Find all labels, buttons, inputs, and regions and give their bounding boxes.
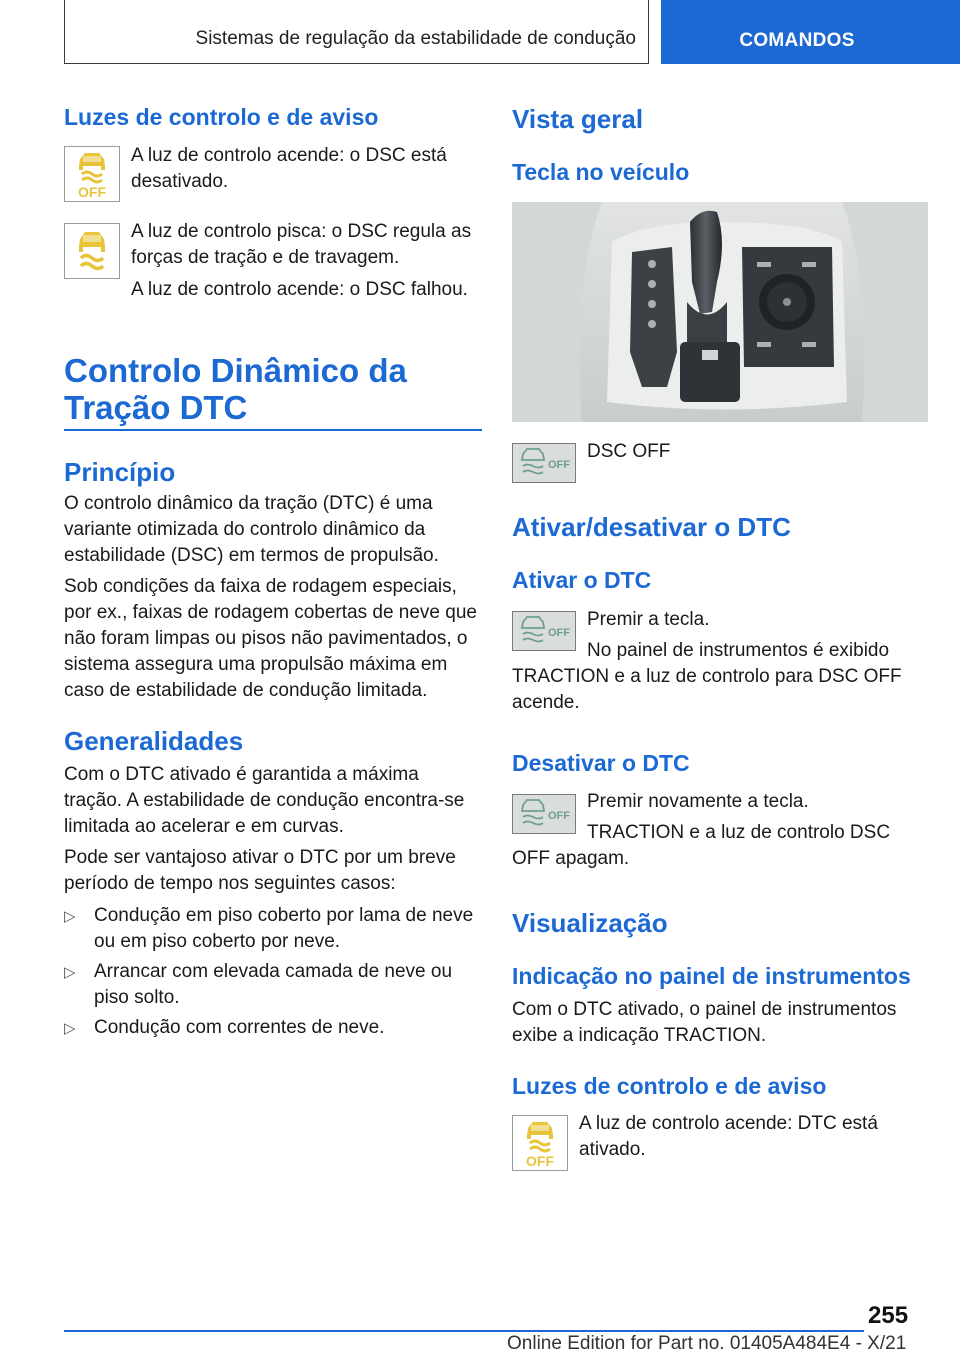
list-item (64, 1015, 482, 1041)
footer-rule (64, 1330, 864, 1332)
button-in-vehicle-heading: Tecla no veículo (512, 159, 690, 185)
warning-lights-heading-2: Luzes de controlo e de aviso (512, 1073, 827, 1099)
principle-heading: Princípio (64, 457, 176, 487)
svg-text:OFF: OFF (78, 184, 106, 200)
deactivate-step-1: Premir novamente a tecla. (587, 791, 809, 812)
toggle-dtc-heading: Ativar/desativar o DTC (512, 512, 791, 542)
list-item-text: Condução em piso coberto por lama de neve ou em piso coberto por neve. (94, 905, 474, 952)
title-underline (64, 429, 482, 431)
svg-text:OFF: OFF (548, 627, 570, 639)
list-item-text: Arrancar com elevada camada de neve ou piso solto. (94, 961, 453, 1008)
page-number: 255 (868, 1302, 909, 1329)
general-paragraph-2: Pode ser vantajoso ativar o DTC por um breve período de tempo nos seguintes casos: (64, 847, 456, 894)
chapter-tab-label: COMANDOS (739, 30, 855, 51)
dsc-off-label: DSC OFF (587, 441, 671, 462)
dsc-off-button-icon (512, 443, 576, 483)
triangle-bullet-icon: ▷ (64, 1020, 76, 1037)
footer-edition: Online Edition for Part no. 01405A484E4 - X/21 (507, 1333, 907, 1354)
deactivate-dtc-heading: Desativar o DTC (512, 750, 690, 776)
triangle-bullet-icon: ▷ (64, 964, 76, 981)
center-console-photo (512, 202, 928, 422)
cluster-display-paragraph: Com o DTC ativado, o painel de instrumentos exibe a indicação TRACTION. (512, 999, 897, 1046)
warning-item-dsc-failed: A luz de controlo acende: o DSC falhou. (131, 279, 468, 300)
warning-item-dsc-off: A luz de controlo acende: o DSC está desativado. (131, 145, 447, 192)
triangle-bullet-icon: ▷ (64, 908, 76, 925)
list-item-text: Condução com correntes de neve. (94, 1017, 385, 1038)
display-heading: Visualização (512, 908, 668, 938)
activate-step-2: No painel de instrumentos é exibido TRACTION e a luz de controlo para DSC OFF acende. (512, 640, 902, 713)
deactivate-step-2: TRACTION e a luz de controlo DSC OFF apagam. (512, 822, 891, 869)
activate-step-1: Premir a tecla. (587, 609, 710, 630)
warning-item-dsc-regulates: A luz de controlo pisca: o DSC regula as forças de tração e de travagem. (131, 221, 472, 268)
chapter-tab[interactable] (661, 0, 960, 64)
list-item (64, 903, 482, 955)
warning-lights-heading: Luzes de controlo e de aviso (64, 104, 379, 130)
warning-item-dtc-active: A luz de controlo acende: DTC está ativado. (579, 1113, 878, 1160)
general-heading: Generalidades (64, 726, 244, 756)
section-title: Sistemas de regulação da estabilidade de condução (195, 28, 636, 49)
general-paragraph-1: Com o DTC ativado é garantida a máxima tração. A estabilidade de condução encontra-se limitada ao acelerar e em curvas. (64, 764, 465, 837)
svg-text:OFF: OFF (548, 459, 570, 471)
cluster-display-heading: Indicação no painel de instrumentos (512, 963, 911, 989)
dsc-off-warning-icon (64, 146, 120, 202)
overview-heading: Vista geral (512, 104, 644, 134)
svg-text:OFF: OFF (526, 1153, 554, 1169)
dtc-active-warning-icon (512, 1115, 568, 1171)
list-item (64, 959, 482, 1011)
dsc-active-warning-icon (64, 223, 120, 279)
principle-paragraph-1: O controlo dinâmico da tração (DTC) é uma variante otimizada do controlo dinâmico da estabilidade (DSC) em termos de propulsão. (64, 493, 439, 566)
activate-dtc-heading: Ativar o DTC (512, 567, 652, 593)
svg-text:OFF: OFF (548, 810, 570, 822)
header-section-box (64, 0, 649, 64)
principle-paragraph-2: Sob condições da faixa de rodagem especiais, por ex., faixas de rodagem cobertas de neve que não foram limpas ou pisos não pavimentados, o sistema assegura uma propulsão máxima em caso de estabilidade de condução limitada. (64, 576, 477, 701)
page-title: Controlo Dinâmico da Tração DTC (64, 352, 407, 426)
